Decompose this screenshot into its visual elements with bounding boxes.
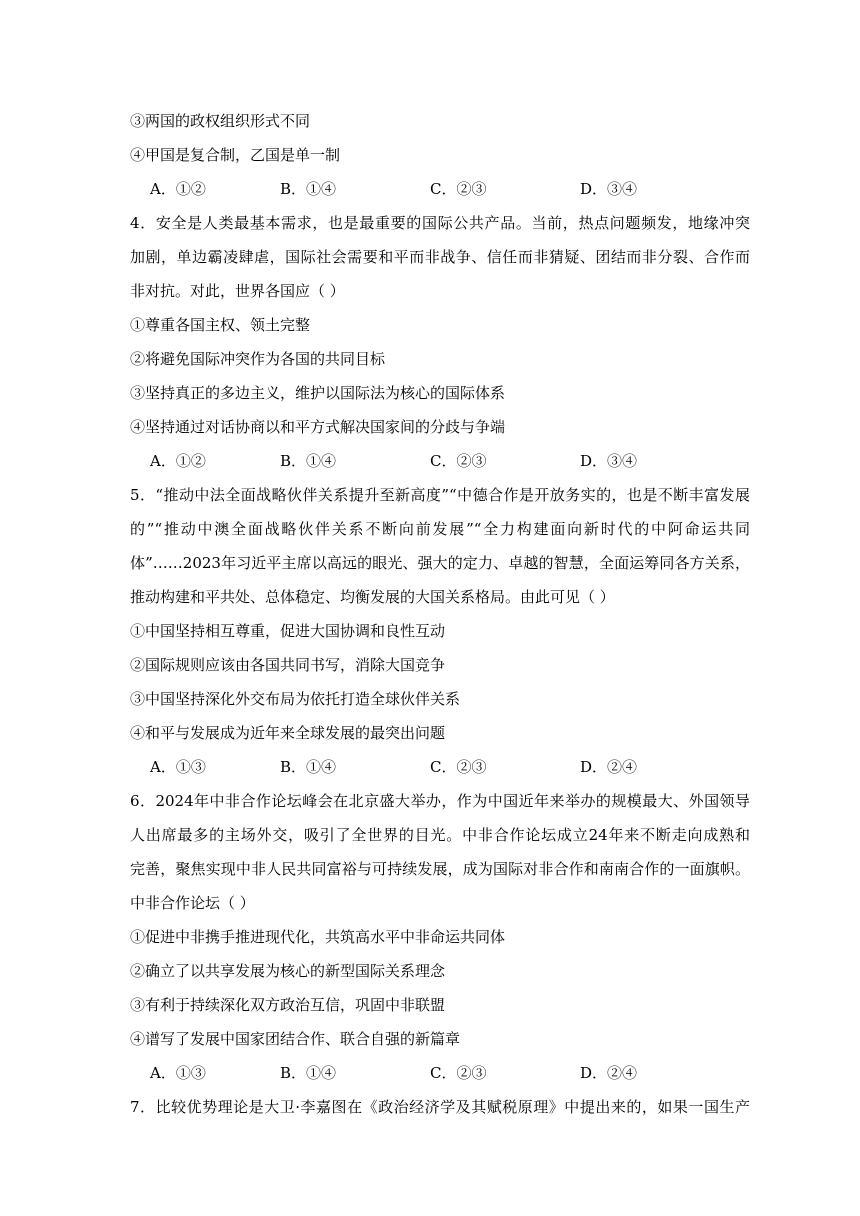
q3-option-d: D．③④ [580, 180, 638, 198]
q4-stem-line-3: 非对抗。对此，世界各国应（ ） [130, 282, 345, 300]
q5-item-4: ④和平与发展成为近年来全球发展的最突出问题 [130, 724, 446, 742]
q3-option-a: A．①② [150, 180, 206, 198]
q5-stem-line-1: 5．“推动中法全面战略伙伴关系提升至新高度”“中德合作是开放务实的，也是不断丰富发展 [130, 486, 750, 504]
q4-option-a: A．①② [150, 452, 206, 470]
q5-option-b: B．①④ [280, 758, 337, 776]
q4-option-c: C．②③ [430, 452, 487, 470]
q5-stem-line-4: 推动构建和平共处、总体稳定、均衡发展的大国关系格局。由此可见（ ） [130, 588, 615, 606]
q6-item-3: ③有利于持续深化双方政治互信，巩固中非联盟 [130, 996, 446, 1014]
q5-option-a: A．①③ [150, 758, 206, 776]
q5-option-c: C．②③ [430, 758, 487, 776]
q4-option-b: B．①④ [280, 452, 337, 470]
q4-option-d: D．③④ [580, 452, 638, 470]
q7-stem-line-1: 7．比较优势理论是大卫·李嘉图在《政治经济学及其赋税原理》中提出来的，如果一国生产 [130, 1098, 750, 1116]
q3-option-b: B．①④ [280, 180, 337, 198]
q6-stem-line-3: 完善，聚焦实现中非人民共同富裕与可持续发展，成为国际对非合作和南南合作的一面旗帜。 [130, 860, 750, 878]
q4-stem-line-2: 加剧，单边霸凌肆虐，国际社会需要和平而非战争、信任而非猜疑、团结而非分裂、合作而 [130, 248, 750, 266]
q6-option-c: C．②③ [430, 1064, 487, 1082]
q3-item-4: ④甲国是复合制，乙国是单一制 [130, 146, 341, 164]
q6-item-2: ②确立了以共享发展为核心的新型国际关系理念 [130, 962, 446, 980]
q5-stem-line-3: 体”……2023年习近平主席以高远的眼光、强大的定力、卓越的智慧，全面运筹同各方关系， [130, 554, 750, 572]
q4-item-1: ①尊重各国主权、领土完整 [130, 316, 311, 334]
q6-stem-line-1: 6．2024年中非合作论坛峰会在北京盛大举办，作为中国近年来举办的规模最大、外国领导 [130, 792, 750, 810]
q6-stem-line-4: 中非合作论坛（ ） [130, 894, 255, 912]
q6-item-4: ④谱写了发展中国家团结合作、联合自强的新篇章 [130, 1030, 461, 1048]
q6-option-b: B．①④ [280, 1064, 337, 1082]
q4-item-2: ②将避免国际冲突作为各国的共同目标 [130, 350, 386, 368]
q6-option-d: D．②④ [580, 1064, 638, 1082]
q5-stem-line-2: 的”“推动中澳全面战略伙伴关系不断向前发展”“全力构建面向新时代的中阿命运共同 [130, 520, 750, 538]
q6-option-a: A．①③ [150, 1064, 206, 1082]
q3-option-c: C．②③ [430, 180, 487, 198]
q4-stem-line-1: 4．安全是人类最基本需求，也是最重要的国际公共产品。当前，热点问题频发，地缘冲突 [130, 214, 750, 232]
q5-option-d: D．②④ [580, 758, 638, 776]
q4-item-4: ④坚持通过对话协商以和平方式解决国家间的分歧与争端 [130, 418, 506, 436]
q3-item-3: ③两国的政权组织形式不同 [130, 112, 311, 130]
q5-item-2: ②国际规则应该由各国共同书写，消除大国竞争 [130, 656, 446, 674]
q5-item-1: ①中国坚持相互尊重，促进大国协调和良性互动 [130, 622, 446, 640]
q4-item-3: ③坚持真正的多边主义，维护以国际法为核心的国际体系 [130, 384, 506, 402]
q6-stem-line-2: 人出席最多的主场外交，吸引了全世界的目光。中非合作论坛成立24年来不断走向成熟和 [130, 826, 750, 844]
q5-item-3: ③中国坚持深化外交布局为依托打造全球伙伴关系 [130, 690, 461, 708]
q6-item-1: ①促进中非携手推进现代化，共筑高水平中非命运共同体 [130, 928, 506, 946]
